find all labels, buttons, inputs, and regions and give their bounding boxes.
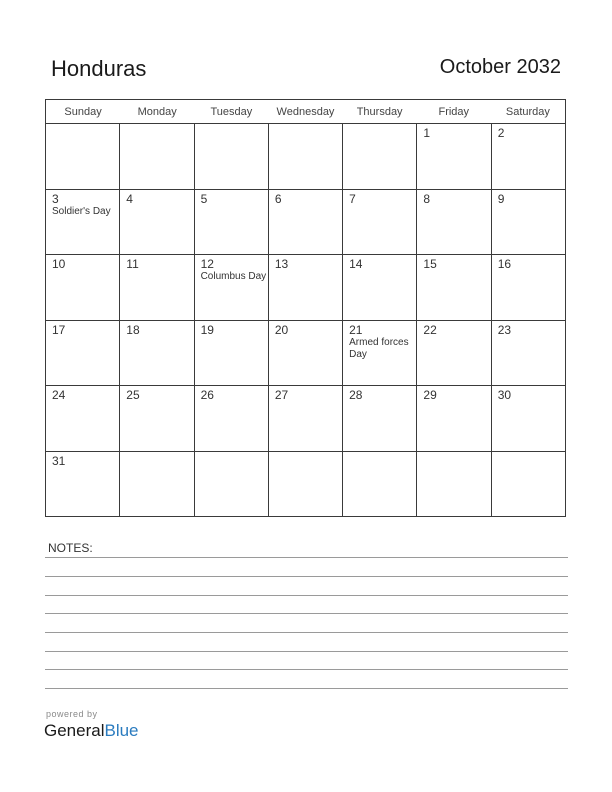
day-cell[interactable] xyxy=(120,386,194,451)
day-cell[interactable] xyxy=(120,124,194,189)
holiday-label: Columbus Day xyxy=(200,271,267,282)
week-row xyxy=(46,255,565,321)
day-cell[interactable] xyxy=(269,321,343,386)
notes-label: NOTES: xyxy=(48,541,93,555)
day-cell[interactable] xyxy=(46,321,120,386)
day-cell[interactable] xyxy=(492,386,565,451)
day-number: 15 xyxy=(423,257,437,271)
day-number: 17 xyxy=(52,322,66,337)
day-number: 25 xyxy=(126,388,140,402)
day-number: 7 xyxy=(349,191,356,206)
day-cell[interactable] xyxy=(343,321,417,386)
day-number: 19 xyxy=(200,322,214,337)
day-cell[interactable] xyxy=(343,452,417,517)
day-cell[interactable] xyxy=(46,124,120,189)
day-cell[interactable] xyxy=(120,452,194,517)
day-number: 21 xyxy=(349,322,363,337)
month-year-title: October 2032 xyxy=(439,56,561,78)
day-cell[interactable] xyxy=(195,255,269,320)
notes-line xyxy=(45,688,568,689)
brand-general: General xyxy=(44,721,105,740)
day-number: 16 xyxy=(497,257,512,271)
notes-line xyxy=(45,595,568,596)
weeks-container xyxy=(46,124,565,516)
week-row xyxy=(46,452,565,517)
day-cell[interactable] xyxy=(417,190,491,255)
notes-line xyxy=(45,651,568,652)
day-cell[interactable] xyxy=(492,255,565,320)
week-row xyxy=(46,124,565,190)
day-number: 12 xyxy=(200,257,214,271)
day-cell[interactable] xyxy=(492,124,565,189)
day-cell[interactable] xyxy=(417,255,491,320)
weekday-header: Saturday xyxy=(505,106,550,118)
day-number: 30 xyxy=(497,388,512,402)
day-cell[interactable] xyxy=(195,386,269,451)
holiday-label: Armed forces Day xyxy=(349,336,409,360)
day-cell[interactable] xyxy=(343,255,417,320)
day-cell[interactable] xyxy=(195,452,269,517)
weekday-header: Wednesday xyxy=(276,106,335,118)
day-number: 24 xyxy=(52,388,66,402)
day-cell[interactable] xyxy=(269,124,343,189)
notes-line xyxy=(45,557,568,558)
day-number: 5 xyxy=(200,191,208,206)
weekday-header: Thursday xyxy=(356,106,403,118)
day-cell[interactable] xyxy=(343,386,417,451)
day-number: 3 xyxy=(52,191,59,206)
day-number: 22 xyxy=(423,322,437,337)
day-number: 26 xyxy=(200,388,214,402)
notes-line xyxy=(45,613,568,614)
day-number: 8 xyxy=(423,191,431,206)
day-cell[interactable] xyxy=(343,124,417,189)
day-cell[interactable] xyxy=(120,255,194,320)
day-cell[interactable] xyxy=(417,124,491,189)
day-cell[interactable] xyxy=(195,124,269,189)
day-cell[interactable] xyxy=(492,190,565,255)
day-cell[interactable] xyxy=(269,255,343,320)
day-number: 18 xyxy=(126,322,140,337)
day-cell[interactable] xyxy=(492,452,565,517)
day-number: 23 xyxy=(497,322,512,337)
day-number: 9 xyxy=(497,191,505,206)
day-cell[interactable] xyxy=(417,321,491,386)
notes-line xyxy=(45,632,568,633)
day-number: 29 xyxy=(423,388,437,402)
day-number: 28 xyxy=(349,388,363,402)
day-number: 11 xyxy=(126,257,139,271)
notes-line xyxy=(45,576,568,577)
week-row xyxy=(46,386,565,452)
day-cell[interactable] xyxy=(46,190,120,255)
weekday-header: Tuesday xyxy=(210,106,253,118)
day-number: 4 xyxy=(126,191,133,206)
day-cell[interactable] xyxy=(417,386,491,451)
day-number: 13 xyxy=(274,257,289,271)
notes-line xyxy=(45,669,568,670)
generalblue-logo[interactable] xyxy=(44,721,139,741)
weekday-header: Monday xyxy=(137,106,177,118)
holiday-label: Soldier's Day xyxy=(52,205,111,217)
day-cell[interactable] xyxy=(269,386,343,451)
day-cell[interactable] xyxy=(343,190,417,255)
day-cell[interactable] xyxy=(195,321,269,386)
day-cell[interactable] xyxy=(46,255,120,320)
week-row xyxy=(46,190,565,256)
day-cell[interactable] xyxy=(120,321,194,386)
day-cell[interactable] xyxy=(269,452,343,517)
day-number: 1 xyxy=(423,126,431,140)
day-number: 20 xyxy=(274,322,289,337)
day-cell[interactable] xyxy=(195,190,269,255)
weekday-header: Sunday xyxy=(64,106,102,118)
day-number: 6 xyxy=(274,191,282,206)
day-number: 31 xyxy=(52,453,66,468)
week-row xyxy=(46,321,565,387)
day-cell[interactable] xyxy=(417,452,491,517)
country-title: Honduras xyxy=(51,56,147,81)
day-cell[interactable] xyxy=(46,452,120,517)
powered-by-text: powered by xyxy=(46,709,98,719)
weekday-header: Friday xyxy=(438,106,470,118)
day-cell[interactable] xyxy=(120,190,194,255)
day-number: 14 xyxy=(349,257,363,271)
day-cell[interactable] xyxy=(46,386,120,451)
day-cell[interactable] xyxy=(269,190,343,255)
weekday-header-row xyxy=(46,100,565,124)
brand-blue: Blue xyxy=(104,721,139,740)
day-number: 10 xyxy=(52,257,66,271)
day-cell[interactable] xyxy=(492,321,565,386)
calendar-grid xyxy=(45,99,566,517)
day-number: 27 xyxy=(274,388,289,402)
day-number: 2 xyxy=(497,126,505,140)
